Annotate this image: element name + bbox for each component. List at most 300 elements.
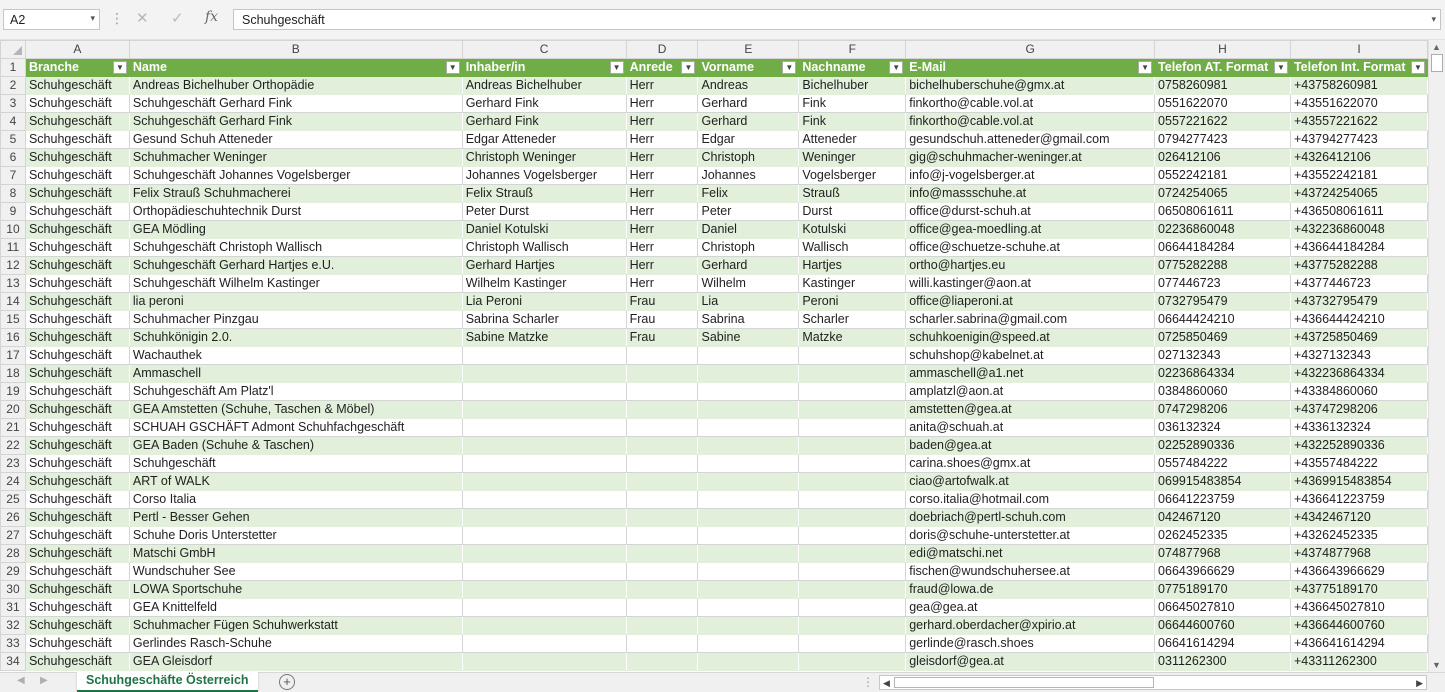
- column-header-f[interactable]: F: [799, 41, 906, 59]
- table-cell[interactable]: Schuhgeschäft: [25, 545, 129, 563]
- table-cell[interactable]: 0747298206: [1155, 401, 1291, 419]
- table-cell[interactable]: +43775282288: [1290, 257, 1427, 275]
- table-cell[interactable]: +436508061611: [1290, 203, 1427, 221]
- table-cell[interactable]: [626, 401, 698, 419]
- table-cell[interactable]: Frau: [626, 293, 698, 311]
- formula-input[interactable]: [233, 9, 1441, 30]
- table-cell[interactable]: [698, 545, 799, 563]
- table-cell[interactable]: Daniel: [698, 221, 799, 239]
- column-header-h[interactable]: H: [1155, 41, 1291, 59]
- table-cell[interactable]: Matschi GmbH: [129, 545, 462, 563]
- table-cell[interactable]: gerlinde@rasch.shoes: [906, 635, 1155, 653]
- table-cell[interactable]: 026412106: [1155, 149, 1291, 167]
- table-cell[interactable]: Ammaschell: [129, 365, 462, 383]
- add-sheet-icon[interactable]: +: [279, 674, 295, 690]
- table-cell[interactable]: [799, 383, 906, 401]
- table-cell[interactable]: [626, 599, 698, 617]
- table-cell[interactable]: +4327132343: [1290, 347, 1427, 365]
- table-cell[interactable]: [626, 365, 698, 383]
- table-cell[interactable]: Johannes Vogelsberger: [462, 167, 626, 185]
- row-number[interactable]: 7: [1, 167, 26, 185]
- table-cell[interactable]: [626, 419, 698, 437]
- table-cell[interactable]: Andreas Bichelhuber: [462, 77, 626, 95]
- table-cell[interactable]: Orthopädieschuhtechnik Durst: [129, 203, 462, 221]
- table-cell[interactable]: finkortho@cable.vol.at: [906, 95, 1155, 113]
- horizontal-scrollbar[interactable]: [879, 675, 1427, 690]
- table-cell[interactable]: [698, 509, 799, 527]
- table-cell[interactable]: Schuhgeschäft: [25, 77, 129, 95]
- table-cell[interactable]: Hartjes: [799, 257, 906, 275]
- table-cell[interactable]: +43775189170: [1290, 581, 1427, 599]
- table-cell[interactable]: 0732795479: [1155, 293, 1291, 311]
- next-sheet-icon[interactable]: ▶: [40, 675, 48, 686]
- table-cell[interactable]: Durst: [799, 203, 906, 221]
- table-cell[interactable]: 06644600760: [1155, 617, 1291, 635]
- table-cell[interactable]: office@durst-schuh.at: [906, 203, 1155, 221]
- table-cell[interactable]: 0724254065: [1155, 185, 1291, 203]
- row-number[interactable]: 9: [1, 203, 26, 221]
- row-number[interactable]: 19: [1, 383, 26, 401]
- row-number[interactable]: 30: [1, 581, 26, 599]
- table-cell[interactable]: schuhkoenigin@speed.at: [906, 329, 1155, 347]
- scroll-up-icon[interactable]: ▲: [1432, 42, 1441, 52]
- table-cell[interactable]: 074877968: [1155, 545, 1291, 563]
- table-cell[interactable]: Atteneder: [799, 131, 906, 149]
- table-cell[interactable]: office@liaperoni.at: [906, 293, 1155, 311]
- table-cell[interactable]: Schuhgeschäft Gerhard Hartjes e.U.: [129, 257, 462, 275]
- table-cell[interactable]: +43557484222: [1290, 455, 1427, 473]
- row-number[interactable]: 17: [1, 347, 26, 365]
- table-cell[interactable]: Schuhgeschäft Johannes Vogelsberger: [129, 167, 462, 185]
- table-cell[interactable]: +43724254065: [1290, 185, 1427, 203]
- table-cell[interactable]: edi@matschi.net: [906, 545, 1155, 563]
- table-cell[interactable]: 06644184284: [1155, 239, 1291, 257]
- select-all-corner[interactable]: [1, 41, 26, 59]
- table-cell[interactable]: [799, 455, 906, 473]
- table-cell[interactable]: Schuhgeschäft: [25, 149, 129, 167]
- table-cell[interactable]: [799, 653, 906, 671]
- table-cell[interactable]: baden@gea.at: [906, 437, 1155, 455]
- table-cell[interactable]: [799, 437, 906, 455]
- table-cell[interactable]: Fink: [799, 95, 906, 113]
- horizontal-scroll-thumb[interactable]: [894, 677, 1154, 688]
- table-cell[interactable]: Schuhgeschäft: [25, 311, 129, 329]
- column-header-i[interactable]: I: [1290, 41, 1427, 59]
- table-cell[interactable]: [698, 437, 799, 455]
- column-header-c[interactable]: C: [462, 41, 626, 59]
- sheet-tab-active[interactable]: Schuhgeschäfte Österreich: [77, 672, 258, 692]
- table-cell[interactable]: [799, 401, 906, 419]
- table-cell[interactable]: [626, 455, 698, 473]
- table-cell[interactable]: Schuhgeschäft: [25, 95, 129, 113]
- table-cell[interactable]: 027132343: [1155, 347, 1291, 365]
- table-cell[interactable]: carina.shoes@gmx.at: [906, 455, 1155, 473]
- table-cell[interactable]: Christoph Weninger: [462, 149, 626, 167]
- table-cell[interactable]: Gerhard Fink: [462, 95, 626, 113]
- table-cell[interactable]: bichelhuberschuhe@gmx.at: [906, 77, 1155, 95]
- table-cell[interactable]: [799, 491, 906, 509]
- table-cell[interactable]: +43557221622: [1290, 113, 1427, 131]
- table-cell[interactable]: [698, 455, 799, 473]
- table-cell[interactable]: Gerhard: [698, 257, 799, 275]
- table-cell[interactable]: Schuhgeschäft: [25, 617, 129, 635]
- filter-dropdown-icon[interactable]: ▼: [889, 61, 903, 74]
- table-cell[interactable]: 06508061611: [1155, 203, 1291, 221]
- table-cell[interactable]: Schuhe Doris Unterstetter: [129, 527, 462, 545]
- table-cell[interactable]: 0311262300: [1155, 653, 1291, 671]
- table-cell[interactable]: Andreas Bichelhuber Orthopädie: [129, 77, 462, 95]
- table-cell[interactable]: Peter Durst: [462, 203, 626, 221]
- vertical-scroll-thumb[interactable]: [1431, 54, 1443, 72]
- table-cell[interactable]: doris@schuhe-unterstetter.at: [906, 527, 1155, 545]
- row-number[interactable]: 4: [1, 113, 26, 131]
- table-cell[interactable]: Felix Strauß Schuhmacherei: [129, 185, 462, 203]
- table-cell[interactable]: [462, 527, 626, 545]
- table-cell[interactable]: [462, 617, 626, 635]
- table-cell[interactable]: 077446723: [1155, 275, 1291, 293]
- table-cell[interactable]: [799, 563, 906, 581]
- table-cell[interactable]: +43311262300: [1290, 653, 1427, 671]
- table-cell[interactable]: [462, 419, 626, 437]
- table-cell[interactable]: amplatzl@aon.at: [906, 383, 1155, 401]
- row-number[interactable]: 21: [1, 419, 26, 437]
- table-cell[interactable]: [462, 563, 626, 581]
- table-cell[interactable]: 02236864334: [1155, 365, 1291, 383]
- filter-dropdown-icon[interactable]: ▼: [113, 61, 127, 74]
- table-cell[interactable]: [462, 635, 626, 653]
- table-cell[interactable]: Schuhgeschäft: [25, 473, 129, 491]
- row-number[interactable]: 18: [1, 365, 26, 383]
- table-cell[interactable]: Herr: [626, 221, 698, 239]
- table-cell[interactable]: Schuhmacher Fügen Schuhwerkstatt: [129, 617, 462, 635]
- row-number[interactable]: 6: [1, 149, 26, 167]
- table-cell[interactable]: [799, 545, 906, 563]
- table-cell[interactable]: anita@schuah.at: [906, 419, 1155, 437]
- row-number[interactable]: 22: [1, 437, 26, 455]
- table-cell[interactable]: Corso Italia: [129, 491, 462, 509]
- table-cell[interactable]: Felix Strauß: [462, 185, 626, 203]
- table-cell[interactable]: [626, 581, 698, 599]
- scroll-down-icon[interactable]: ▼: [1432, 660, 1441, 670]
- table-cell[interactable]: 069915483854: [1155, 473, 1291, 491]
- table-cell[interactable]: Schuhgeschäft: [25, 509, 129, 527]
- table-cell[interactable]: Gerlindes Rasch-Schuhe: [129, 635, 462, 653]
- table-cell[interactable]: Peter: [698, 203, 799, 221]
- table-cell[interactable]: [626, 635, 698, 653]
- filter-dropdown-icon[interactable]: ▼: [1138, 61, 1152, 74]
- table-cell[interactable]: Schuhgeschäft: [25, 563, 129, 581]
- table-cell[interactable]: Schuhkönigin 2.0.: [129, 329, 462, 347]
- table-cell[interactable]: Daniel Kotulski: [462, 221, 626, 239]
- table-cell[interactable]: [626, 545, 698, 563]
- table-cell[interactable]: Felix: [698, 185, 799, 203]
- table-cell[interactable]: Schuhgeschäft: [25, 329, 129, 347]
- table-cell[interactable]: 06641614294: [1155, 635, 1291, 653]
- table-cell[interactable]: [799, 599, 906, 617]
- table-cell[interactable]: 0775282288: [1155, 257, 1291, 275]
- previous-sheet-icon[interactable]: ◀: [17, 675, 25, 686]
- table-cell[interactable]: +43551622070: [1290, 95, 1427, 113]
- table-cell[interactable]: +43262452335: [1290, 527, 1427, 545]
- row-number[interactable]: 28: [1, 545, 26, 563]
- scroll-left-icon[interactable]: ◀: [883, 678, 890, 688]
- table-cell[interactable]: +4377446723: [1290, 275, 1427, 293]
- table-cell[interactable]: scharler.sabrina@gmail.com: [906, 311, 1155, 329]
- table-cell[interactable]: [462, 437, 626, 455]
- vertical-scrollbar[interactable]: [1428, 40, 1445, 672]
- table-cell[interactable]: 0758260981: [1155, 77, 1291, 95]
- table-cell[interactable]: [462, 401, 626, 419]
- table-cell[interactable]: 0725850469: [1155, 329, 1291, 347]
- row-number[interactable]: 3: [1, 95, 26, 113]
- table-cell[interactable]: Gesund Schuh Atteneder: [129, 131, 462, 149]
- table-cell[interactable]: fischen@wundschuhersee.at: [906, 563, 1155, 581]
- table-cell[interactable]: [626, 653, 698, 671]
- name-box[interactable]: [3, 9, 100, 30]
- table-cell[interactable]: ART of WALK: [129, 473, 462, 491]
- table-cell[interactable]: [799, 581, 906, 599]
- table-cell[interactable]: +43725850469: [1290, 329, 1427, 347]
- table-cell[interactable]: Vogelsberger: [799, 167, 906, 185]
- table-cell[interactable]: Schuhgeschäft: [25, 419, 129, 437]
- column-header-d[interactable]: D: [626, 41, 698, 59]
- table-header-cell[interactable]: [25, 59, 129, 77]
- table-cell[interactable]: [462, 581, 626, 599]
- table-cell[interactable]: +436644600760: [1290, 617, 1427, 635]
- table-cell[interactable]: [698, 419, 799, 437]
- table-cell[interactable]: Schuhgeschäft: [25, 437, 129, 455]
- table-cell[interactable]: Bichelhuber: [799, 77, 906, 95]
- table-cell[interactable]: Gerhard: [698, 113, 799, 131]
- table-cell[interactable]: Schuhgeschäft: [25, 257, 129, 275]
- table-cell[interactable]: gesundschuh.atteneder@gmail.com: [906, 131, 1155, 149]
- table-cell[interactable]: +4374877968: [1290, 545, 1427, 563]
- table-header-cell[interactable]: [906, 59, 1155, 77]
- table-cell[interactable]: +436641223759: [1290, 491, 1427, 509]
- table-cell[interactable]: Schuhgeschäft: [25, 347, 129, 365]
- table-cell[interactable]: Wundschuher See: [129, 563, 462, 581]
- table-cell[interactable]: Schuhmacher Weninger: [129, 149, 462, 167]
- table-cell[interactable]: [626, 437, 698, 455]
- table-cell[interactable]: [462, 545, 626, 563]
- table-cell[interactable]: [698, 401, 799, 419]
- table-cell[interactable]: Schuhgeschäft: [25, 221, 129, 239]
- table-cell[interactable]: [626, 617, 698, 635]
- row-number[interactable]: 26: [1, 509, 26, 527]
- cancel-icon[interactable]: ✕: [136, 10, 149, 27]
- table-cell[interactable]: Edgar Atteneder: [462, 131, 626, 149]
- table-cell[interactable]: 0775189170: [1155, 581, 1291, 599]
- table-cell[interactable]: [698, 527, 799, 545]
- table-cell[interactable]: [799, 527, 906, 545]
- column-header-g[interactable]: G: [906, 41, 1155, 59]
- table-cell[interactable]: [698, 653, 799, 671]
- table-cell[interactable]: Frau: [626, 329, 698, 347]
- table-cell[interactable]: Kastinger: [799, 275, 906, 293]
- table-cell[interactable]: Lia: [698, 293, 799, 311]
- row-number[interactable]: 23: [1, 455, 26, 473]
- table-cell[interactable]: Gerhard Fink: [462, 113, 626, 131]
- table-cell[interactable]: Herr: [626, 167, 698, 185]
- table-header-cell[interactable]: [799, 59, 906, 77]
- insert-function-icon[interactable]: fx: [205, 9, 219, 25]
- table-cell[interactable]: Schuhgeschäft: [25, 581, 129, 599]
- table-cell[interactable]: Wallisch: [799, 239, 906, 257]
- table-cell[interactable]: [799, 347, 906, 365]
- filter-dropdown-icon[interactable]: ▼: [681, 61, 695, 74]
- table-cell[interactable]: Herr: [626, 149, 698, 167]
- table-header-cell[interactable]: [1290, 59, 1427, 77]
- table-header-cell[interactable]: [626, 59, 698, 77]
- table-cell[interactable]: Matzke: [799, 329, 906, 347]
- table-cell[interactable]: ortho@hartjes.eu: [906, 257, 1155, 275]
- table-cell[interactable]: Gerhard: [698, 95, 799, 113]
- table-cell[interactable]: Christoph: [698, 239, 799, 257]
- table-cell[interactable]: lia peroni: [129, 293, 462, 311]
- filter-dropdown-icon[interactable]: ▼: [1274, 61, 1288, 74]
- table-cell[interactable]: [626, 509, 698, 527]
- table-cell[interactable]: Herr: [626, 257, 698, 275]
- table-cell[interactable]: Schuhgeschäft: [25, 365, 129, 383]
- table-cell[interactable]: gerhard.oberdacher@xpirio.at: [906, 617, 1155, 635]
- table-cell[interactable]: 0557221622: [1155, 113, 1291, 131]
- table-cell[interactable]: Schuhgeschäft: [129, 455, 462, 473]
- table-cell[interactable]: gleisdorf@gea.at: [906, 653, 1155, 671]
- table-cell[interactable]: [799, 635, 906, 653]
- worksheet-grid[interactable]: [0, 40, 1428, 672]
- table-cell[interactable]: LOWA Sportschuhe: [129, 581, 462, 599]
- table-cell[interactable]: Schuhgeschäft: [25, 239, 129, 257]
- table-cell[interactable]: +43384860060: [1290, 383, 1427, 401]
- table-cell[interactable]: Peroni: [799, 293, 906, 311]
- table-cell[interactable]: 0262452335: [1155, 527, 1291, 545]
- expand-formula-icon[interactable]: ▾: [1431, 14, 1436, 24]
- row-number[interactable]: 14: [1, 293, 26, 311]
- table-cell[interactable]: Schuhgeschäft: [25, 653, 129, 671]
- table-cell[interactable]: Schuhgeschäft Wilhelm Kastinger: [129, 275, 462, 293]
- table-cell[interactable]: [626, 527, 698, 545]
- row-number[interactable]: 27: [1, 527, 26, 545]
- table-cell[interactable]: Schuhgeschäft: [25, 527, 129, 545]
- table-cell[interactable]: Schuhgeschäft: [25, 275, 129, 293]
- table-cell[interactable]: [698, 581, 799, 599]
- table-cell[interactable]: +436643966629: [1290, 563, 1427, 581]
- table-cell[interactable]: 0557484222: [1155, 455, 1291, 473]
- table-cell[interactable]: [626, 347, 698, 365]
- table-cell[interactable]: Andreas: [698, 77, 799, 95]
- table-cell[interactable]: Gerhard Hartjes: [462, 257, 626, 275]
- column-header-a[interactable]: A: [25, 41, 129, 59]
- table-cell[interactable]: [462, 347, 626, 365]
- table-cell[interactable]: amstetten@gea.at: [906, 401, 1155, 419]
- table-cell[interactable]: [626, 383, 698, 401]
- table-cell[interactable]: +4326412106: [1290, 149, 1427, 167]
- row-number[interactable]: 10: [1, 221, 26, 239]
- table-cell[interactable]: +43552242181: [1290, 167, 1427, 185]
- table-cell[interactable]: Schuhgeschäft: [25, 383, 129, 401]
- table-cell[interactable]: 02252890336: [1155, 437, 1291, 455]
- table-cell[interactable]: Schuhgeschäft: [25, 113, 129, 131]
- table-cell[interactable]: Herr: [626, 275, 698, 293]
- table-cell[interactable]: 06645027810: [1155, 599, 1291, 617]
- table-cell[interactable]: [462, 491, 626, 509]
- table-cell[interactable]: +43758260981: [1290, 77, 1427, 95]
- table-cell[interactable]: office@gea-moedling.at: [906, 221, 1155, 239]
- table-cell[interactable]: +4369915483854: [1290, 473, 1427, 491]
- row-number[interactable]: 5: [1, 131, 26, 149]
- table-cell[interactable]: Johannes: [698, 167, 799, 185]
- table-cell[interactable]: Herr: [626, 203, 698, 221]
- table-cell[interactable]: Herr: [626, 95, 698, 113]
- row-number[interactable]: 32: [1, 617, 26, 635]
- more-options-icon[interactable]: ⋮: [110, 10, 124, 26]
- table-cell[interactable]: [698, 635, 799, 653]
- table-cell[interactable]: Lia Peroni: [462, 293, 626, 311]
- table-cell[interactable]: [462, 473, 626, 491]
- table-cell[interactable]: Schuhgeschäft: [25, 455, 129, 473]
- table-cell[interactable]: schuhshop@kabelnet.at: [906, 347, 1155, 365]
- filter-dropdown-icon[interactable]: ▼: [610, 61, 624, 74]
- table-header-cell[interactable]: [1155, 59, 1291, 77]
- table-cell[interactable]: 0384860060: [1155, 383, 1291, 401]
- table-cell[interactable]: 0794277423: [1155, 131, 1291, 149]
- row-number[interactable]: 34: [1, 653, 26, 671]
- table-cell[interactable]: Pertl - Besser Gehen: [129, 509, 462, 527]
- table-cell[interactable]: Herr: [626, 77, 698, 95]
- table-cell[interactable]: Schuhgeschäft Am Platz'l: [129, 383, 462, 401]
- filter-dropdown-icon[interactable]: ▼: [782, 61, 796, 74]
- table-cell[interactable]: Scharler: [799, 311, 906, 329]
- table-cell[interactable]: Schuhgeschäft: [25, 293, 129, 311]
- row-number[interactable]: 13: [1, 275, 26, 293]
- row-number[interactable]: 11: [1, 239, 26, 257]
- row-number[interactable]: 29: [1, 563, 26, 581]
- table-cell[interactable]: [626, 563, 698, 581]
- table-cell[interactable]: info@massschuhe.at: [906, 185, 1155, 203]
- table-cell[interactable]: Herr: [626, 113, 698, 131]
- table-cell[interactable]: +436644424210: [1290, 311, 1427, 329]
- table-cell[interactable]: corso.italia@hotmail.com: [906, 491, 1155, 509]
- row-number[interactable]: 2: [1, 77, 26, 95]
- table-cell[interactable]: Herr: [626, 185, 698, 203]
- table-cell[interactable]: ammaschell@a1.net: [906, 365, 1155, 383]
- row-number[interactable]: 31: [1, 599, 26, 617]
- table-header-cell[interactable]: [462, 59, 626, 77]
- table-header-cell[interactable]: [129, 59, 462, 77]
- table-cell[interactable]: [462, 455, 626, 473]
- table-cell[interactable]: 0552242181: [1155, 167, 1291, 185]
- table-cell[interactable]: [799, 509, 906, 527]
- table-cell[interactable]: Wachauthek: [129, 347, 462, 365]
- table-cell[interactable]: +4342467120: [1290, 509, 1427, 527]
- table-cell[interactable]: ciao@artofwalk.at: [906, 473, 1155, 491]
- table-cell[interactable]: 036132324: [1155, 419, 1291, 437]
- table-cell[interactable]: [462, 653, 626, 671]
- table-cell[interactable]: Strauß: [799, 185, 906, 203]
- table-cell[interactable]: [626, 473, 698, 491]
- table-cell[interactable]: [698, 563, 799, 581]
- table-cell[interactable]: [462, 509, 626, 527]
- table-cell[interactable]: GEA Gleisdorf: [129, 653, 462, 671]
- table-cell[interactable]: [698, 347, 799, 365]
- table-cell[interactable]: Sabrina: [698, 311, 799, 329]
- table-cell[interactable]: Sabine: [698, 329, 799, 347]
- table-cell[interactable]: GEA Baden (Schuhe & Taschen): [129, 437, 462, 455]
- table-cell[interactable]: Fink: [799, 113, 906, 131]
- table-cell[interactable]: [799, 617, 906, 635]
- table-cell[interactable]: Weninger: [799, 149, 906, 167]
- table-cell[interactable]: [698, 617, 799, 635]
